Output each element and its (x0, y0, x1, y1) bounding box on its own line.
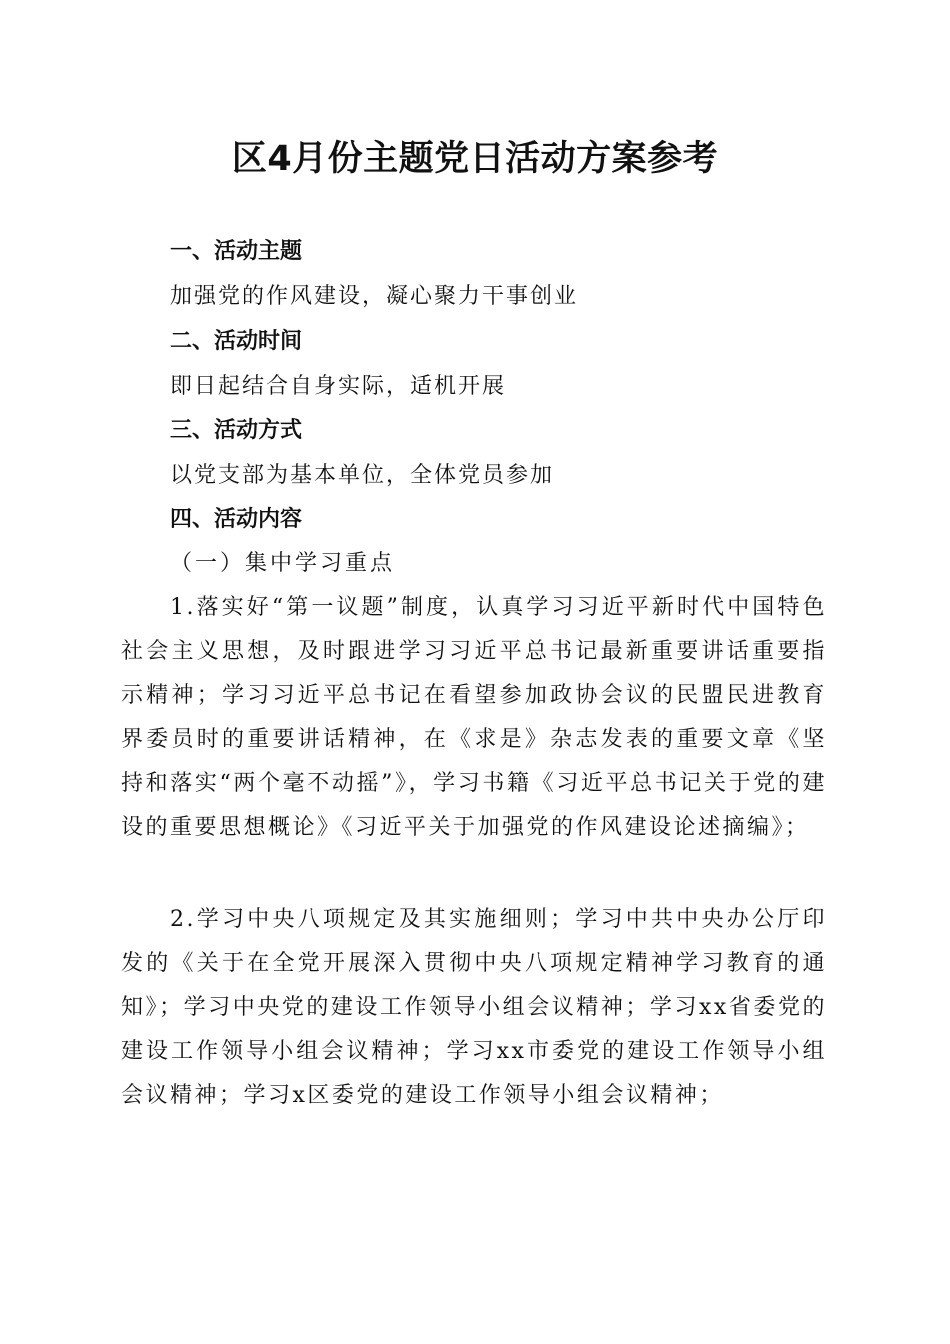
section-heading-time: 二、活动时间 (170, 329, 303, 354)
paragraph-item-1: 1.落实好“第一议题”制度，认真学习习近平新时代中国特色社会主义思想，及时跟进学习习近平总书记最新重要讲话重要指示精神；学习习近平总书记在看望参加政协会议的民盟民进教育界委员时的重要讲话精神，在《求是》杂志发表的重要文章《坚持和落实“两个毫不动摇”》，学习书籍《习近平总书记关于党的建设的重要思想概论》《习近平关于加强党的作风建设论述摘编》； (121, 595, 827, 840)
paragraph-item-2: 2.学习中央八项规定及其实施细则；学习中共中央办公厅印发的《关于在全党开展深入贯彻中央八项规定精神学习教育的通知》；学习中央党的建设工作领导小组会议精神；学习xx省委党的建设工作领导小组会议精神；学习xx市委党的建设工作领导小组会议精神；学习x区委党的建设工作领导小组会议精神； (121, 907, 827, 1108)
section-text-theme: 加强党的作风建设，凝心聚力干事创业 (170, 284, 579, 309)
section-text-method: 以党支部为基本单位，全体党员参加 (170, 463, 555, 488)
subsection-heading-study-focus: （一）集中学习重点 (170, 551, 396, 576)
section-heading-theme: 一、活动主题 (170, 239, 303, 264)
document-title: 区4月份主题党日活动方案参考 (231, 139, 719, 179)
section-heading-method: 三、活动方式 (170, 418, 303, 443)
section-text-time: 即日起结合自身实际，适机开展 (170, 374, 507, 399)
section-heading-content: 四、活动内容 (170, 507, 303, 532)
